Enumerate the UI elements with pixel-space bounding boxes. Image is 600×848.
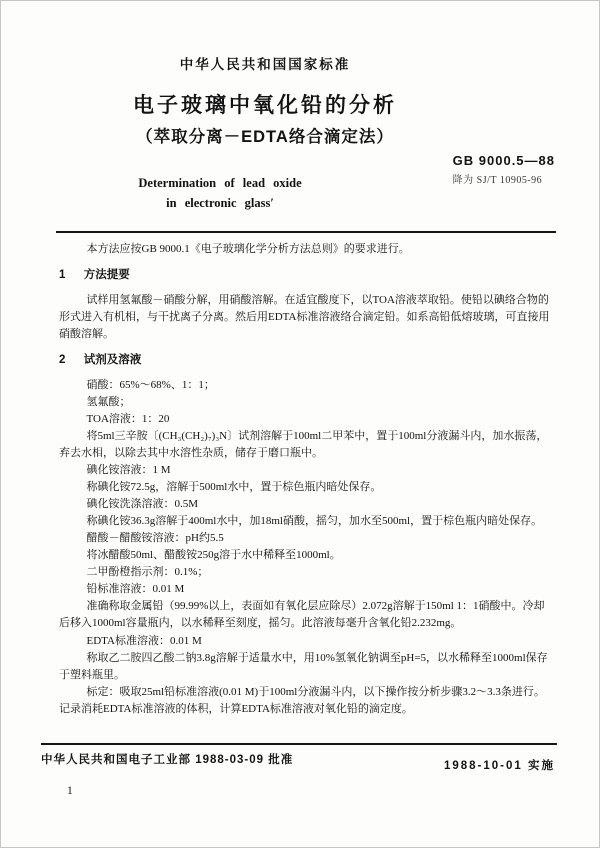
reagent-line: 碘化铵溶液：1 M	[86, 464, 171, 477]
standard-header-label: 中华人民共和国国家标准	[179, 57, 351, 72]
english-title-line2: in electronic glass′	[166, 196, 274, 210]
reagent-line: EDTA标准溶液：0.01 M	[86, 634, 202, 647]
document-header	[1, 1, 599, 233]
page-title: 电子玻璃中氧化铅的分析	[133, 94, 397, 117]
reagent-line: 称碘化铵36.3g溶解于400ml水中，加18ml硝酸，摇匀，加水至500ml，置于棕色瓶内暗处保存。	[86, 515, 543, 528]
section-1-paragraph: 试样用氢氟酸－硝酸分解，用硝酸溶解。在适宜酸度下，以TOA溶液萃取铅。使铅以碘络合物的形式进入有机相，与干扰离子分离。然后用EDTA标准溶液络合滴定铅。如系高铅低熔玻璃，可直接用硝酸溶解。	[59, 293, 550, 340]
section-1-heading	[59, 267, 555, 285]
reagent-line: 氢氟酸；	[86, 395, 131, 408]
footer-divider	[41, 743, 557, 745]
implementation-note: 1988-10-01 实施	[443, 760, 555, 772]
header-divider	[56, 231, 556, 233]
page-subtitle: （萃取分离－EDTA络合滴定法）	[136, 128, 394, 146]
reagent-line: 标定：吸取25ml铅标准溶液(0.01 M)于100ml分液漏斗内，以下操作按分析步骤3.2～3.3条进行。记录消耗EDTA标准溶液的体积，计算EDTA标准溶液对氧化铅的滴定度。	[59, 685, 545, 715]
reagent-line: 二甲酚橙指示剂：0.1%；	[86, 566, 209, 579]
reagent-line: 将冰醋酸50ml、醋酸铵250g溶于水中稀释至1000ml。	[86, 549, 341, 562]
reagent-line: 醋酸－醋酸铵溶液：pH约5.5	[86, 532, 224, 545]
superseded-note: 降为 SJ/T 10905-96	[452, 175, 543, 186]
reagent-line: 硝酸：65%～68%、1：1；	[86, 378, 215, 391]
reagent-line: 铅标准溶液：0.01 M	[86, 583, 185, 596]
page-number: 1	[67, 785, 73, 797]
reagent-line: 碘化铵洗涤溶液：0.5M	[86, 498, 199, 511]
reagent-line: 将5ml三辛胺〔(CH₃(CH₂)₇)₃N〕试剂溶解于100ml二甲苯中，置于100ml分液漏斗内，加水振荡，弃去水相，以除去其中水溶性杂质，储存于磨口瓶中。	[59, 429, 548, 459]
reagent-line: TOA溶液：1：20	[86, 412, 170, 425]
standard-code-block	[453, 153, 555, 186]
english-title	[1, 173, 439, 213]
intro-paragraph: 本方法应按GB 9000.1《电子玻璃化学分析方法总则》的要求进行。	[86, 243, 410, 255]
document-body	[59, 241, 555, 718]
standard-code: GB 9000.5—88	[452, 153, 555, 168]
english-title-line1: Determination of lead oxide	[138, 176, 302, 190]
section-1-number: 1	[59, 269, 66, 282]
section-2-title: 试剂及溶液	[83, 354, 142, 366]
reagent-line: 称碘化铵72.5g，溶解于500ml水中，置于棕色瓶内暗处保存。	[86, 481, 382, 494]
reagent-line: 称取乙二胺四乙酸二钠3.8g溶解于适量水中，用10%氢氧化钠调至pH=5，以水稀释至1000ml保存于塑料瓶里。	[59, 651, 548, 681]
section-1-title: 方法提要	[83, 269, 130, 282]
section-2-heading	[59, 352, 555, 370]
document-footer	[41, 751, 555, 773]
reagent-line: 准确称取金属铅（99.99%以上，表面如有氧化层应除尽）2.072g溶解于150ml 1：1硝酸中。冷却后移入1000ml容量瓶内，以水稀释至刻度，摇匀。此溶液每毫升含氧化铅2.232mg。	[59, 600, 545, 630]
section-2-number: 2	[59, 354, 66, 366]
approval-note: 中华人民共和国电子工业部 1988-03-09 批准	[41, 754, 294, 766]
